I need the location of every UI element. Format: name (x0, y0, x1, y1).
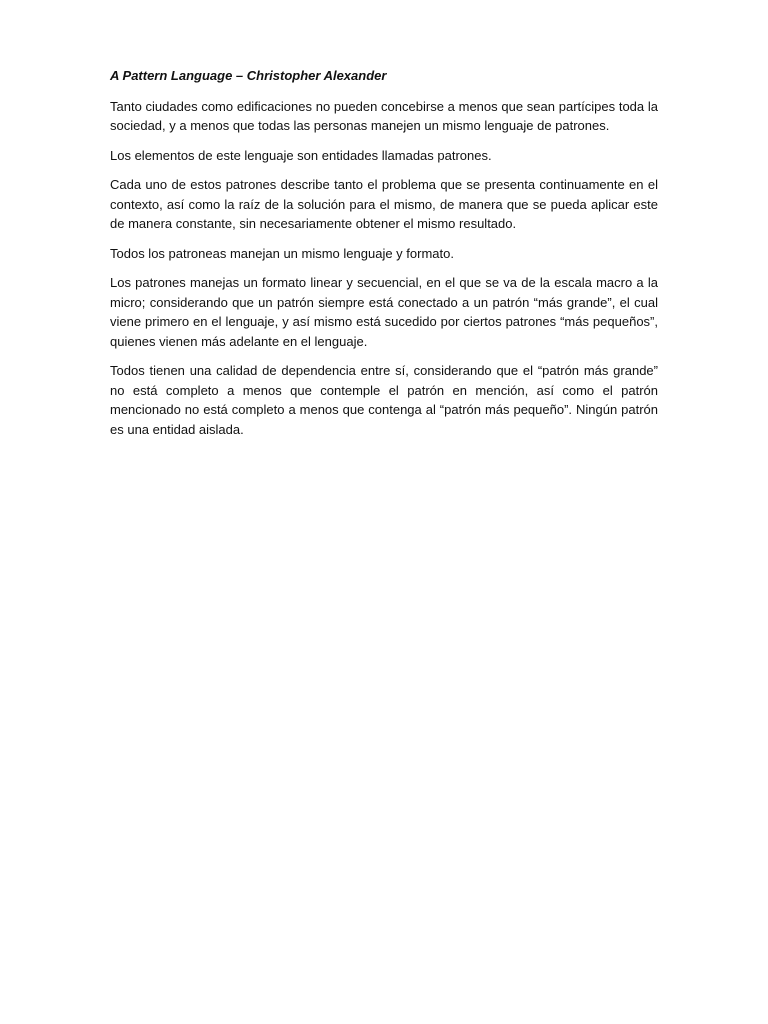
document-title: A Pattern Language – Christopher Alexander (110, 68, 387, 83)
paragraph-3: Cada uno de estos patrones describe tanto el problema que se presenta continuamente en el contexto, así como la raíz de la solución para el mismo, de manera que se pueda aplicar este de manera constante, sin necesariamente obtener el mismo resultado. (110, 177, 658, 231)
paragraph-2: Los elementos de este lenguaje son entidades llamadas patrones. (110, 147, 492, 163)
paragraph-6: Todos tienen una calidad de dependencia entre sí, considerando que el “patrón más grande” no está completo a menos que contemple el patrón en mención, así como el patrón mencionado no está completo a menos que contenga al “patrón más pequeño”. Ningún patrón es una entidad aislada. (110, 363, 658, 437)
paragraph-5: Los patrones manejas un formato linear y secuencial, en el que se va de la escala macro a la micro; considerando que un patrón siempre está conectado a un patrón “más grande”, el cual viene primero en el lenguaje, y así mismo está sucedido por ciertos patrones “más pequeños”, quienes vienen más adelante en el lenguaje. (110, 275, 658, 349)
document-body (110, 66, 658, 449)
paragraph-4: Todos los patroneas manejan un mismo lenguaje y formato. (110, 245, 454, 261)
paragraph-1: Tanto ciudades como edificaciones no pueden concebirse a menos que sean partícipes toda la sociedad, y a menos que todas las personas manejen un mismo lenguaje de patrones. (110, 98, 658, 133)
